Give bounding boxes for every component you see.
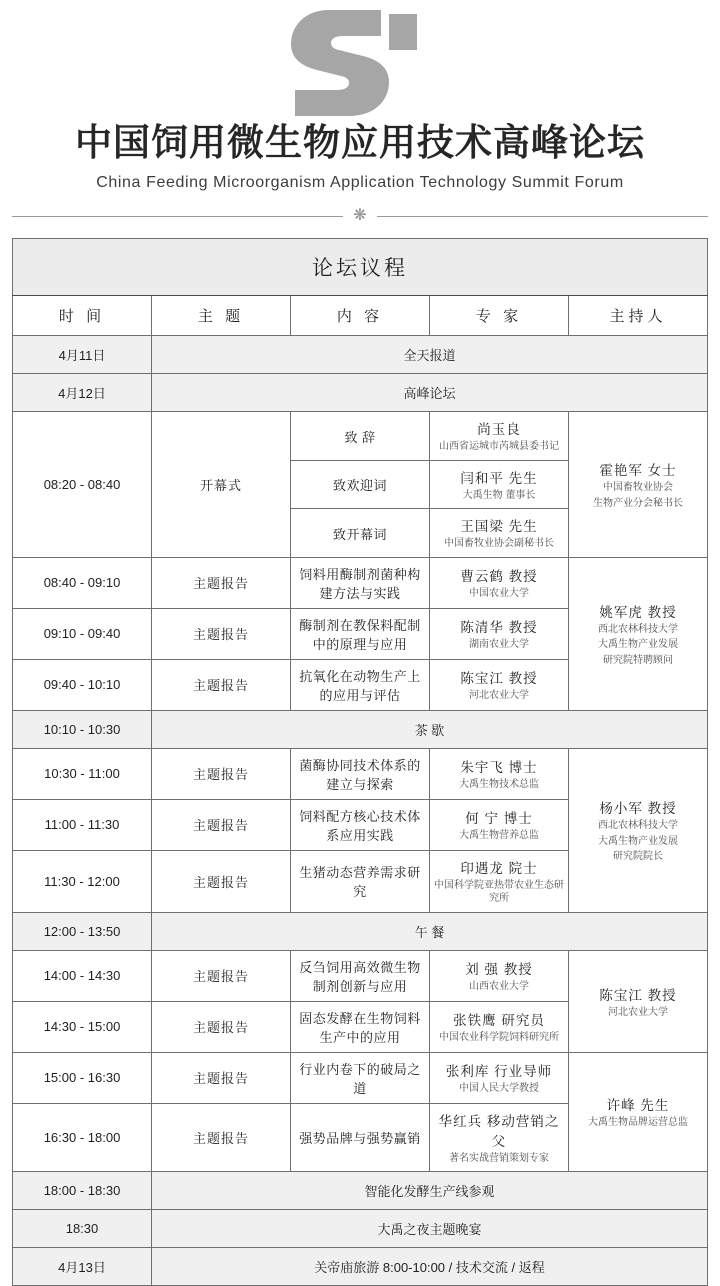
person-name: 许峰 先生	[606, 1098, 670, 1114]
cell-time: 4月11日	[13, 336, 152, 374]
person-affiliation: 中国农业科学院饲料研究所	[439, 1032, 559, 1043]
person-affiliation: 生物产业分会秘书长	[593, 497, 683, 509]
column-header-0: 时 间	[13, 296, 152, 336]
cell-time: 08:20 - 08:40	[13, 412, 152, 558]
table-row	[13, 710, 708, 748]
table-caption-row	[13, 239, 708, 296]
cell-time: 16:30 - 18:00	[13, 1103, 152, 1172]
section-divider	[12, 208, 708, 224]
person-name: 刘 强 教授	[465, 962, 533, 977]
person-affiliation: 大禹生物产业发展	[598, 835, 678, 847]
cell-host	[569, 557, 708, 710]
cell-time: 14:00 - 14:30	[13, 950, 152, 1001]
cell-time: 4月13日	[13, 1248, 152, 1286]
cell-host	[569, 950, 708, 1052]
person-name: 何 宁 博士	[465, 811, 533, 826]
company-logo-icon	[285, 8, 435, 118]
person-name: 霍艳军 女士	[599, 463, 677, 478]
cell-time: 15:00 - 16:30	[13, 1052, 152, 1103]
cell-time: 14:30 - 15:00	[13, 1001, 152, 1052]
person-affiliation: 山西农业大学	[469, 981, 529, 992]
person-affiliation: 中国畜牧业协会副秘书长	[444, 538, 554, 550]
person-affiliation: 中国人民大学教授	[459, 1083, 539, 1094]
person-name: 杨小军 教授	[599, 801, 677, 816]
cell-content: 致欢迎词	[291, 460, 430, 509]
table-row	[13, 1210, 708, 1248]
cell-topic: 主题报告	[152, 1052, 291, 1103]
person-affiliation: 大禹生物产业发展	[598, 639, 678, 650]
person-affiliation: 中国农业大学	[469, 588, 529, 599]
cell-content: 菌酶协同技术体系的建立与探索	[291, 748, 430, 799]
person-name: 陈清华 教授	[460, 620, 538, 635]
cell-expert	[430, 460, 569, 509]
person-name: 曹云鹤 教授	[460, 569, 538, 584]
cell-time: 18:00 - 18:30	[13, 1172, 152, 1210]
cell-expert	[430, 748, 569, 799]
agenda-table	[12, 238, 708, 1286]
person-name: 闫和平 先生	[460, 470, 538, 486]
snowflake-icon: ❋	[353, 207, 367, 225]
cell-topic: 主题报告	[152, 950, 291, 1001]
cell-expert	[430, 659, 569, 710]
table-row	[13, 1172, 708, 1210]
person-affiliation: 大禹生物品牌运营总监	[588, 1117, 688, 1129]
person-affiliation: 大禹生物 董事长	[462, 489, 536, 501]
person-name: 张铁鹰 研究员	[453, 1013, 545, 1028]
cell-topic: 主题报告	[152, 557, 291, 608]
cell-band-text: 午 餐	[152, 912, 708, 950]
table-row	[13, 412, 708, 461]
cell-time: 4月12日	[13, 374, 152, 412]
person-affiliation: 西北农林科技大学	[598, 623, 678, 635]
column-header-2: 内 容	[291, 296, 430, 336]
cell-expert	[430, 950, 569, 1001]
person-affiliation: 河北农业大学	[469, 690, 529, 701]
table-row	[13, 336, 708, 374]
page-title-en: China Feeding Microorganism Application Technology Summit Forum	[96, 174, 624, 192]
cell-content: 生猪动态营养需求研究	[291, 850, 430, 912]
cell-content: 饲料用酶制剂菌种构建方法与实践	[291, 557, 430, 608]
column-header-1: 主 题	[152, 296, 291, 336]
cell-expert	[430, 850, 569, 912]
person-affiliation: 山西省运城市芮城县委书记	[439, 441, 559, 453]
person-name: 陈宝江 教授	[599, 987, 677, 1003]
cell-expert	[430, 1052, 569, 1103]
page-title-cn: 中国饲用微生物应用技术高峰论坛	[75, 122, 645, 163]
table-row	[13, 748, 708, 799]
cell-expert	[430, 557, 569, 608]
cell-time: 09:40 - 10:10	[13, 659, 152, 710]
cell-time: 11:00 - 11:30	[13, 799, 152, 850]
cell-time: 11:30 - 12:00	[13, 850, 152, 912]
cell-time: 12:00 - 13:50	[13, 912, 152, 950]
cell-time: 10:10 - 10:30	[13, 710, 152, 748]
cell-band-text: 大禹之夜主题晚宴	[152, 1210, 708, 1248]
cell-content: 反刍饲用高效微生物制剂创新与应用	[291, 950, 430, 1001]
cell-expert	[430, 799, 569, 850]
table-row	[13, 374, 708, 412]
person-name: 陈宝江 教授	[460, 671, 538, 686]
cell-content: 抗氧化在动物生产上的应用与评估	[291, 659, 430, 710]
cell-content: 强势品牌与强势赢销	[291, 1103, 430, 1172]
person-name: 姚军虎 教授	[599, 604, 677, 620]
cell-expert	[430, 1001, 569, 1052]
cell-expert	[430, 509, 569, 558]
cell-topic: 主题报告	[152, 608, 291, 659]
person-affiliation: 研究院院长	[613, 851, 663, 862]
person-name: 印遇龙 院士	[460, 860, 538, 876]
cell-band-text: 茶 歇	[152, 710, 708, 748]
cell-content: 酶制剂在教保料配制中的原理与应用	[291, 608, 430, 659]
cell-expert	[430, 1103, 569, 1172]
cell-content: 致 辞	[291, 412, 430, 461]
cell-topic: 主题报告	[152, 659, 291, 710]
person-affiliation: 大禹生物营养总监	[459, 830, 539, 841]
cell-topic: 主题报告	[152, 1103, 291, 1172]
cell-band-text: 智能化发酵生产线参观	[152, 1172, 708, 1210]
cell-expert	[430, 412, 569, 461]
cell-host	[569, 412, 708, 558]
cell-expert	[430, 608, 569, 659]
cell-topic: 开幕式	[152, 412, 291, 558]
cell-content: 固态发酵在生物饲料生产中的应用	[291, 1001, 430, 1052]
table-row	[13, 557, 708, 608]
table-row	[13, 950, 708, 1001]
person-affiliation: 研究院特聘顾问	[603, 654, 673, 666]
person-affiliation: 大禹生物技术总监	[459, 779, 539, 790]
cell-host	[569, 748, 708, 912]
person-name: 华红兵 移动营销之父	[438, 1113, 560, 1149]
person-name: 朱宇飞 博士	[460, 760, 538, 775]
divider-line-left	[12, 216, 343, 217]
table-header-row	[13, 296, 708, 336]
cell-time: 18:30	[13, 1210, 152, 1248]
divider-line-right	[377, 216, 708, 217]
person-affiliation: 西北农林科技大学	[598, 820, 678, 831]
column-header-4: 主持人	[569, 296, 708, 336]
table-caption: 论坛议程	[13, 239, 708, 296]
table-row	[13, 1248, 708, 1286]
cell-time: 09:10 - 09:40	[13, 608, 152, 659]
table-row	[13, 912, 708, 950]
cell-host	[569, 1052, 708, 1172]
person-name: 尚玉良	[477, 422, 521, 438]
cell-topic: 主题报告	[152, 850, 291, 912]
cell-content: 致开幕词	[291, 509, 430, 558]
person-affiliation: 中国畜牧业协会	[603, 482, 673, 493]
cell-time: 10:30 - 11:00	[13, 748, 152, 799]
cell-time: 08:40 - 09:10	[13, 557, 152, 608]
cell-topic: 主题报告	[152, 1001, 291, 1052]
person-affiliation: 中国科学院亚热带农业生态研究所	[434, 879, 564, 905]
cell-content: 饲料配方核心技术体系应用实践	[291, 799, 430, 850]
logo-container	[0, 0, 720, 118]
person-name: 张利库 行业导师	[445, 1064, 553, 1079]
person-affiliation: 河北农业大学	[608, 1006, 668, 1018]
cell-band-text: 高峰论坛	[152, 374, 708, 412]
column-header-3: 专 家	[430, 296, 569, 336]
person-affiliation: 著名实战营销策划专家	[449, 1152, 549, 1164]
cell-topic: 主题报告	[152, 748, 291, 799]
cell-band-text: 全天报道	[152, 336, 708, 374]
person-affiliation: 湖南农业大学	[469, 639, 529, 650]
table-row	[13, 1052, 708, 1103]
cell-band-text: 关帝庙旅游 8:00-10:00 / 技术交流 / 返程	[152, 1248, 708, 1286]
cell-content: 行业内卷下的破局之道	[291, 1052, 430, 1103]
person-name: 王国梁 先生	[460, 519, 538, 535]
cell-topic: 主题报告	[152, 799, 291, 850]
